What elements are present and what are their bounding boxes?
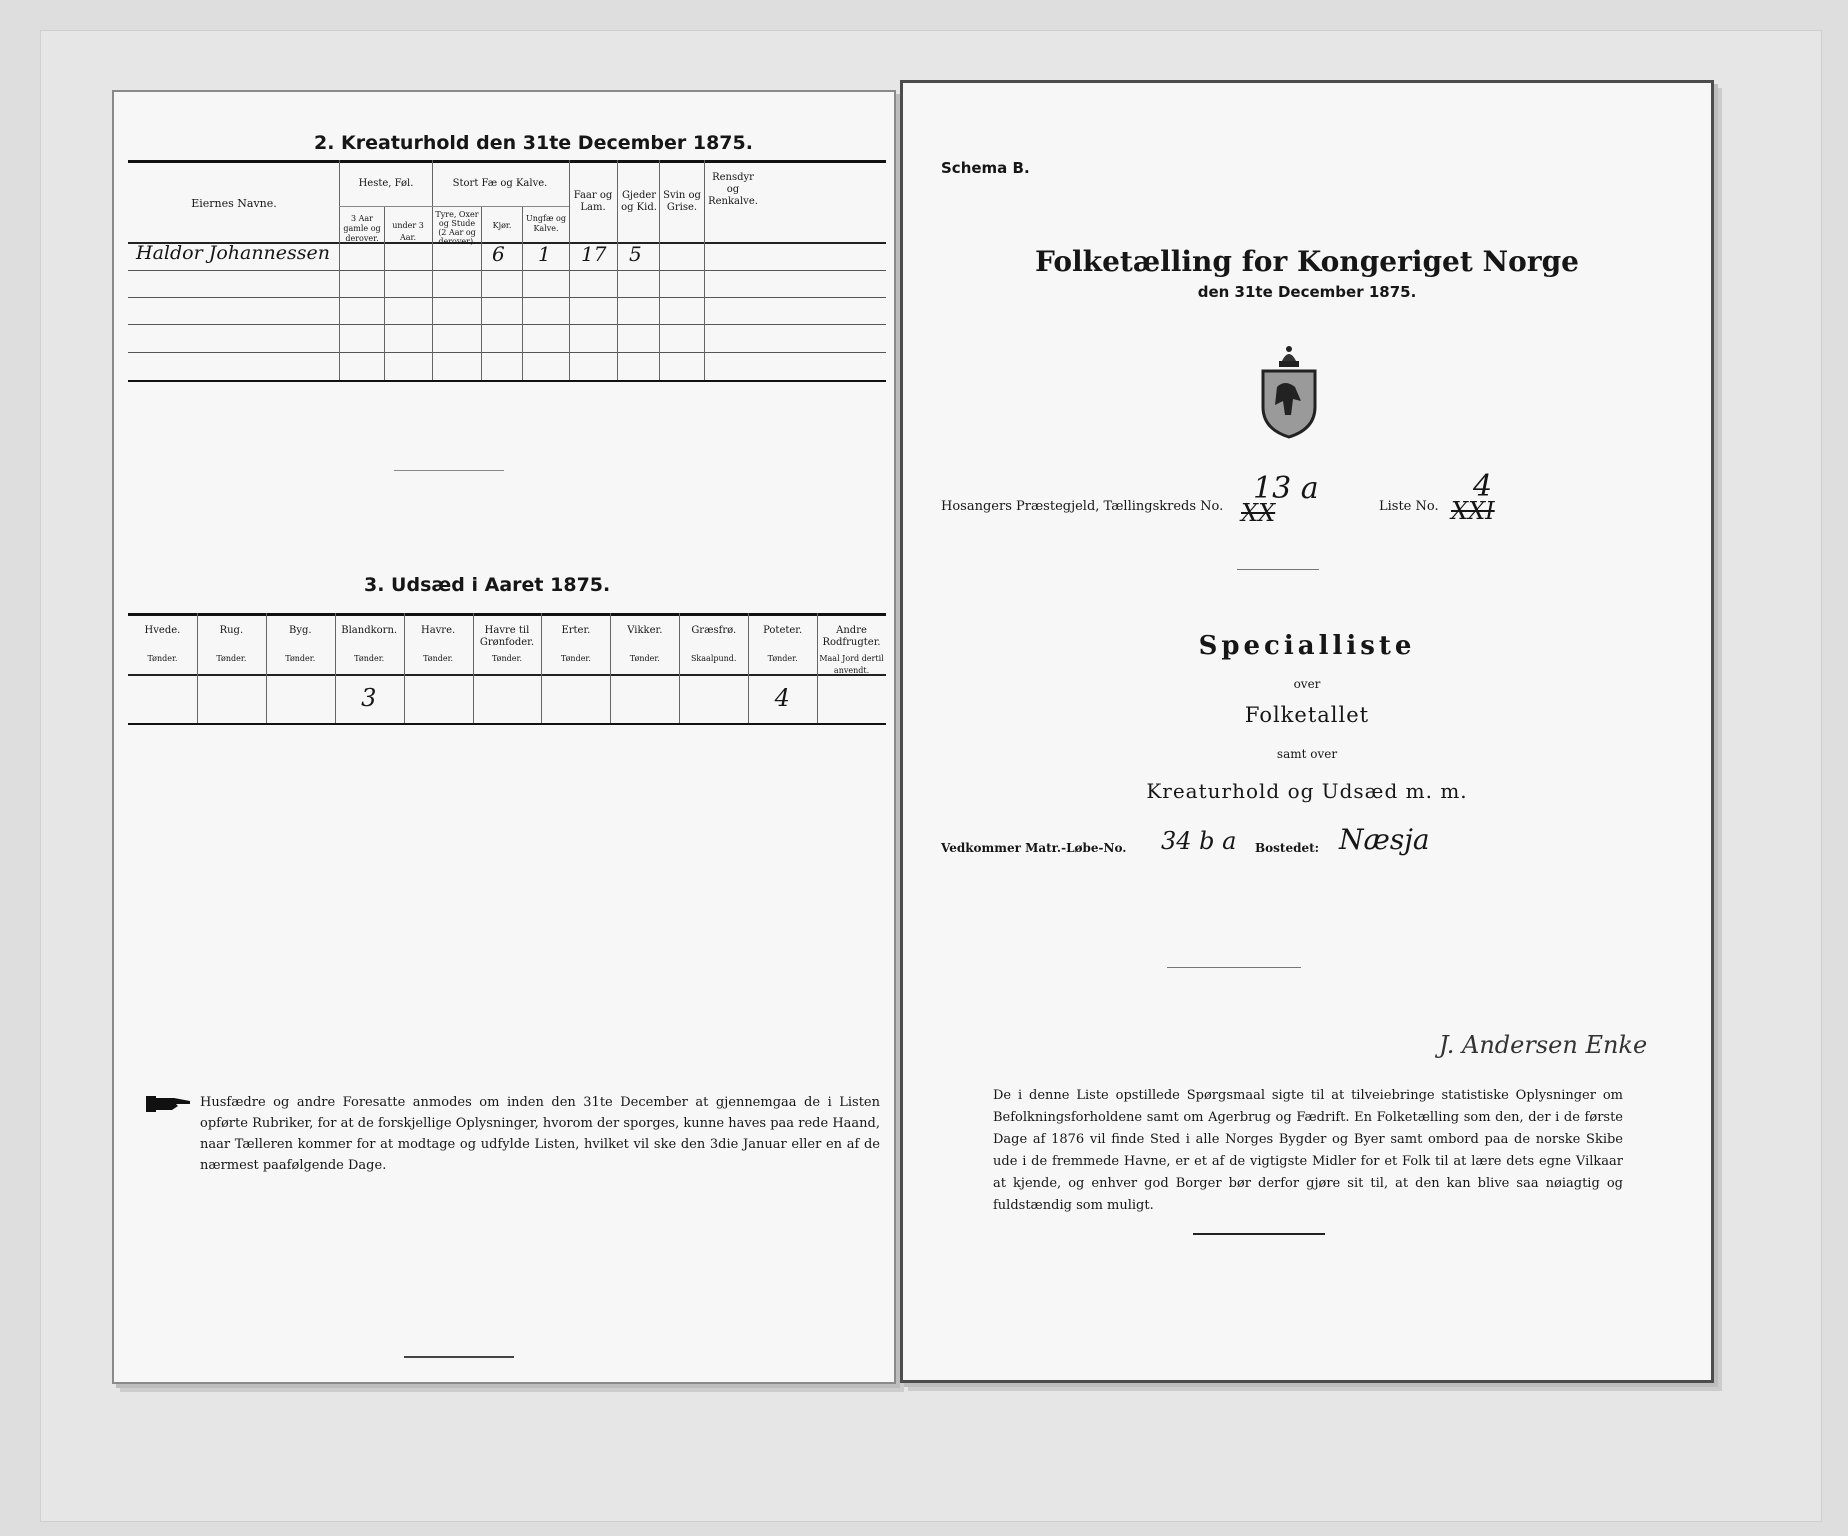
seed-col-unit: Maal Jord dertil anvendt. bbox=[819, 654, 884, 675]
seed-col-unit: Tønder. bbox=[285, 654, 316, 663]
bosted-label: Bostedet: bbox=[1255, 841, 1320, 855]
heste-header: Heste, Føl. bbox=[358, 178, 414, 189]
seed-col-header: Havre. bbox=[420, 625, 456, 636]
folketallet-label: Folketallet bbox=[1244, 703, 1370, 727]
signature: J. Andersen Enke bbox=[1439, 1031, 1648, 1059]
table-rule bbox=[128, 352, 886, 353]
table-rule bbox=[128, 160, 886, 163]
divider bbox=[1237, 569, 1319, 570]
liste-label: Liste No. bbox=[1379, 499, 1439, 514]
col-line bbox=[659, 160, 660, 380]
seed-col-unit: Tønder. bbox=[629, 654, 660, 663]
seed-col-unit: Skaalpund. bbox=[690, 654, 737, 663]
gjeder-header: Gjeder og Kid. bbox=[621, 190, 657, 213]
stort-sub3: Ungfæ og Kalve. bbox=[526, 214, 566, 233]
kreaturhold-label: Kreaturhold og Udsæd m. m. bbox=[1146, 779, 1468, 803]
seed-col-header: Vikker. bbox=[627, 625, 663, 636]
district-label: Hosangers Præstegjeld, Tællingskreds No. bbox=[941, 499, 1224, 514]
seed-col-unit: Tønder. bbox=[147, 654, 178, 663]
seed-col-header: Erter. bbox=[561, 625, 591, 636]
seed-col-header: Byg. bbox=[288, 625, 312, 636]
seed-col-header: Hvede. bbox=[144, 625, 181, 636]
seed-table-rule bbox=[128, 723, 886, 725]
gjeder-cell: 5 bbox=[629, 242, 642, 266]
seed-col-header: Græsfrø. bbox=[691, 625, 737, 636]
col-line bbox=[704, 160, 705, 380]
seed-col-unit: Tønder. bbox=[216, 654, 247, 663]
seed-table-rule bbox=[128, 674, 886, 676]
right-page bbox=[900, 80, 1714, 1383]
seed-col-header: Blandkorn. bbox=[341, 625, 398, 636]
col-line bbox=[432, 160, 433, 380]
stort-sub2: Kjør. bbox=[492, 221, 512, 230]
col-line bbox=[569, 160, 570, 380]
rensdyr-header: Rensdyr og Renkalve. bbox=[708, 172, 758, 207]
table-rule bbox=[128, 380, 886, 382]
stort-sub1: Tyre, Oxer og Stude (2 Aar og derover). bbox=[435, 210, 479, 246]
owner-col-header: Eiernes Navne. bbox=[191, 197, 277, 210]
col-line bbox=[384, 206, 385, 380]
census-title: Folketælling for Kongeriget Norge bbox=[1035, 245, 1579, 278]
faar-cell: 17 bbox=[581, 242, 607, 266]
seed-heading: 3. Udsæd i Aaret 1875. bbox=[364, 574, 611, 596]
intro-text: De i denne Liste opstillede Spørgsmaal sigte til at tilveiebringe statistiske Oplysninger om Befolkningsforholdene samt om Agerbrug og Fædrift. En Folketælling som den, der i de første Dage af 1876 vil finde Sted i alle Norges Bygder og Byer samt ombord paa de norske Skibe ude i de fremmede Havne, er et af de vigtigste Midler for et Folk til at lære dets egne Vilkaar at kjende, og enhver god Borger bør derfor gjøre sit til, at den kan blive saa nøiagtig og fuldstændig som muligt. bbox=[993, 1088, 1623, 1213]
col-line bbox=[522, 206, 523, 380]
seed-col-unit: Tønder. bbox=[491, 654, 522, 663]
table-rule bbox=[128, 270, 886, 271]
district-number-old: XX bbox=[1241, 499, 1276, 527]
stort-header: Stort Fæ og Kalve. bbox=[452, 178, 548, 189]
schema-label: Schema B. bbox=[941, 159, 1030, 177]
matr-number: 34 b a bbox=[1161, 827, 1237, 855]
divider bbox=[394, 470, 504, 471]
census-date: den 31te December 1875. bbox=[1197, 283, 1417, 301]
divider bbox=[404, 1356, 514, 1358]
divider bbox=[1167, 967, 1301, 968]
seed-col-header: Havre til Grønfoder. bbox=[479, 625, 535, 648]
table-rule bbox=[128, 297, 886, 298]
kjor-cell: 6 bbox=[492, 242, 505, 266]
norway-coat-of-arms-icon bbox=[1257, 343, 1321, 439]
samt-over-label: samt over bbox=[1276, 747, 1338, 761]
seed-col-header: Poteter. bbox=[763, 625, 803, 636]
livestock-heading: 2. Kreaturhold den 31te December 1875. bbox=[314, 132, 753, 154]
faar-header: Faar og Lam. bbox=[573, 190, 613, 213]
bosted-value: Næsja bbox=[1339, 823, 1430, 856]
left-page bbox=[112, 90, 896, 1384]
seed-col-unit: Tønder. bbox=[560, 654, 591, 663]
over-label: over bbox=[1293, 677, 1321, 691]
col-line bbox=[617, 160, 618, 380]
col-line bbox=[481, 206, 482, 380]
seed-col-header: Andre Rodfrugter. bbox=[822, 625, 881, 648]
seed-value-cell: 4 bbox=[774, 684, 790, 712]
seed-col-header: Rug. bbox=[219, 625, 244, 636]
liste-number-old: XXI bbox=[1451, 497, 1495, 525]
owner-name-cell: Haldor Johannessen bbox=[136, 242, 331, 264]
seed-col-unit: Tønder. bbox=[767, 654, 798, 663]
pointing-hand-icon bbox=[144, 1092, 194, 1116]
seed-col-unit: Tønder. bbox=[354, 654, 385, 663]
district-number: 13 a bbox=[1253, 471, 1319, 506]
divider bbox=[1193, 1233, 1325, 1235]
seed-col-unit: Tønder. bbox=[423, 654, 454, 663]
ungfae-cell: 1 bbox=[538, 242, 551, 266]
specialliste-title: Specialliste bbox=[1198, 631, 1416, 661]
liste-number: 4 bbox=[1473, 469, 1493, 504]
heste-sub2: under 3 Aar. bbox=[392, 221, 424, 242]
seed-table-rule bbox=[128, 613, 886, 616]
matr-label: Vedkommer Matr.-Løbe-No. bbox=[941, 841, 1127, 855]
heste-sub1: 3 Aar gamle og derover. bbox=[343, 214, 381, 243]
svin-header: Svin og Grise. bbox=[663, 190, 701, 213]
col-line bbox=[339, 160, 340, 380]
table-rule bbox=[128, 324, 886, 325]
subheader-rule bbox=[339, 206, 569, 207]
seed-value-cell: 3 bbox=[361, 684, 377, 712]
notice-text: Husfædre og andre Foresatte anmodes om inden den 31te December at gjennemgaa de i Listen opførte Rubriker, for at de forskjellige Oplysninger, hvorom der sporges, kunne haves paa rede Haand, naar Tælleren kommer for at modtage og udfylde Listen, hvilket vil ske den 3die Januar eller en af de nærmest paafølgende Dage. bbox=[200, 1095, 880, 1173]
